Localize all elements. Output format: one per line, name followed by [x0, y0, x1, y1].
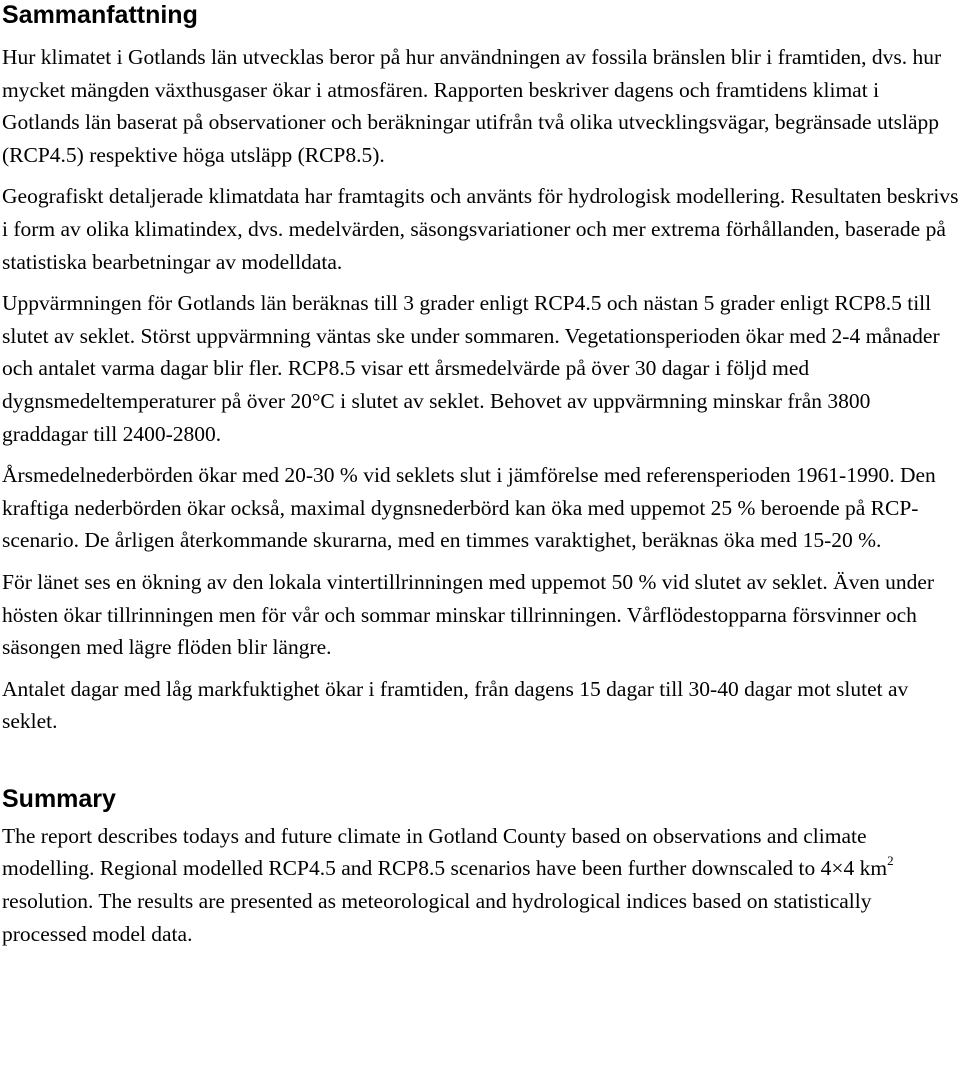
paragraph-sv-2: Geografiskt detaljerade klimatdata har framtagits och använts för hydrologisk modellering. Resultaten beskrivs i form av olika klimatindex, dvs. medelvärden, säsongsvariationer och mer extrema förhållanden, baserade på statistiska bearbetningar av modelldata.: [2, 184, 959, 274]
heading-sammanfattning: Sammanfattning: [2, 1, 198, 29]
paragraph-sv-5: För länet ses en ökning av den lokala vintertillrinningen med uppemot 50 % vid slutet av seklet. Även under hösten ökar tillrinningen men för vår och sommar minskar tillrinningen. Vårflödestopparna försvinner och säsongen med lägre flöden blir längre.: [2, 569, 935, 660]
paragraph-sv-1: Hur klimatet i Gotlands län utvecklas beror på hur användningen av fossila bränslen blir i framtiden, dvs. hur mycket mängden växthusgaser ökar i atmosfären. Rapporten beskriver dagens och framtidens klimat i Gotlands län baserat på observationer och beräkningar utifrån två olika utvecklingsvägar, begränsade utsläpp (RCP4.5) respektive höga utsläpp (RCP8.5).: [2, 45, 942, 167]
heading-summary: Summary: [2, 784, 116, 813]
paragraph-sv-4: Årsmedelnederbörden ökar med 20-30 % vid seklets slut i jämförelse med referensperioden 1961-1990. Den kraftiga nederbörden ökar också, maximal dygnsnederbörd kan öka med uppemot 25 % beroende på RCP-scenario. De årligen återkommande skurarna, med en timmes varaktighet, beräknas öka med 15-20 %.: [2, 463, 936, 553]
paragraph-en-text-a: The report describes todays and future climate in Gotland County based on observations and climate modelling. Regional modelled RCP4.5 and RCP8.5 scenarios have been further downscaled to 4×4 km: [2, 823, 888, 881]
superscript-2: 2: [887, 853, 894, 869]
paragraph-sv-3: Uppvärmningen för Gotlands län beräknas till 3 grader enligt RCP4.5 och nästan 5 grader enligt RCP8.5 till slutet av seklet. Störst uppvärmning väntas ske under sommaren. Vegetationsperioden ökar med 2-4 månader och antalet varma dagar blir fler. RCP8.5 visar ett årsmedelvärde på över 30 dagar i följd med dygnsmedeltemperaturer på över 20°C i slutet av seklet. Behovet av uppvärmning minskar från 3800 graddagar till 2400-2800.: [2, 291, 940, 446]
paragraph-en-text-b: resolution. The results are presented as meteorological and hydrological indices based on statistically processed model data.: [2, 889, 872, 946]
paragraph-en-1: [2, 820, 960, 950]
paragraph-sv-6: Antalet dagar med låg markfuktighet ökar i framtiden, från dagens 15 dagar till 30-40 dagar mot slutet av seklet.: [2, 676, 909, 734]
